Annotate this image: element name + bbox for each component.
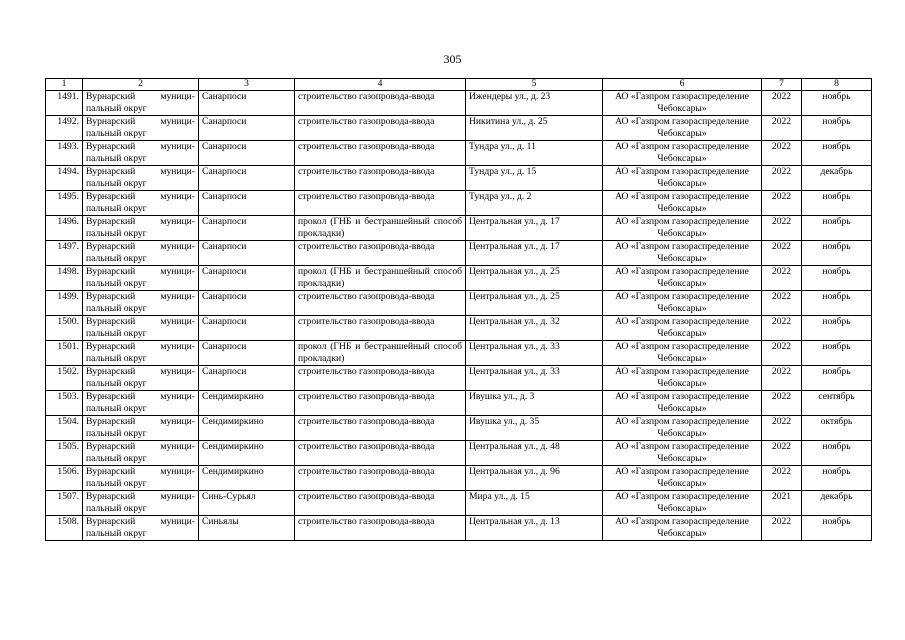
- year-cell: 2022: [762, 341, 802, 366]
- work-type-cell: прокол (ГНБ и бестраншейный способ прокладки): [295, 341, 466, 366]
- settlement-cell: Санарпоси: [199, 366, 295, 391]
- address-cell: Ивушка ул., д. 3: [466, 391, 603, 416]
- row-number: 1495.: [46, 191, 83, 216]
- district-cell: Вурнарский муници-пальный округ: [83, 341, 199, 366]
- year-cell: 2022: [762, 216, 802, 241]
- district-cell: Вурнарский муници-пальный округ: [83, 191, 199, 216]
- month-cell: ноябрь: [802, 241, 872, 266]
- row-number: 1498.: [46, 266, 83, 291]
- row-number: 1497.: [46, 241, 83, 266]
- row-number: 1508.: [46, 516, 83, 541]
- row-number: 1504.: [46, 416, 83, 441]
- settlement-cell: Санарпоси: [199, 341, 295, 366]
- month-cell: ноябрь: [802, 316, 872, 341]
- organization-cell: АО «Газпром газораспределение Чебоксары»: [603, 116, 762, 141]
- column-header: 1: [46, 79, 83, 91]
- organization-cell: АО «Газпром газораспределение Чебоксары»: [603, 491, 762, 516]
- table-row: [46, 466, 872, 491]
- address-cell: Ивушка ул., д. 35: [466, 416, 603, 441]
- organization-cell: АО «Газпром газораспределение Чебоксары»: [603, 441, 762, 466]
- work-type-cell: строительство газопровода-ввода: [295, 191, 466, 216]
- month-cell: декабрь: [802, 491, 872, 516]
- month-cell: ноябрь: [802, 291, 872, 316]
- address-cell: Центральная ул., д. 33: [466, 341, 603, 366]
- settlement-cell: Санарпоси: [199, 116, 295, 141]
- work-type-cell: прокол (ГНБ и бестраншейный способ прокладки): [295, 216, 466, 241]
- month-cell: сентябрь: [802, 391, 872, 416]
- organization-cell: АО «Газпром газораспределение Чебоксары»: [603, 241, 762, 266]
- table-row: [46, 91, 872, 116]
- work-type-cell: строительство газопровода-ввода: [295, 416, 466, 441]
- table-row: [46, 316, 872, 341]
- organization-cell: АО «Газпром газораспределение Чебоксары»: [603, 341, 762, 366]
- table-row: [46, 141, 872, 166]
- work-type-cell: строительство газопровода-ввода: [295, 366, 466, 391]
- settlement-cell: Санарпоси: [199, 316, 295, 341]
- address-cell: Центральная ул., д. 96: [466, 466, 603, 491]
- year-cell: 2022: [762, 466, 802, 491]
- column-header: 2: [83, 79, 199, 91]
- table-row: [46, 166, 872, 191]
- table-row: [46, 241, 872, 266]
- district-cell: Вурнарский муници-пальный округ: [83, 291, 199, 316]
- table-row: [46, 116, 872, 141]
- address-cell: Мира ул., д. 15: [466, 491, 603, 516]
- page-number: 305: [443, 52, 462, 66]
- table-row: [46, 516, 872, 541]
- address-cell: Центральная ул., д. 17: [466, 216, 603, 241]
- year-cell: 2022: [762, 166, 802, 191]
- year-cell: 2022: [762, 316, 802, 341]
- row-number: 1507.: [46, 491, 83, 516]
- settlement-cell: Санарпоси: [199, 191, 295, 216]
- district-cell: Вурнарский муници-пальный округ: [83, 366, 199, 391]
- table-row: [46, 341, 872, 366]
- work-type-cell: строительство газопровода-ввода: [295, 116, 466, 141]
- year-cell: 2022: [762, 91, 802, 116]
- year-cell: 2022: [762, 241, 802, 266]
- settlement-cell: Санарпоси: [199, 141, 295, 166]
- organization-cell: АО «Газпром газораспределение Чебоксары»: [603, 416, 762, 441]
- address-cell: Тундра ул., д. 2: [466, 191, 603, 216]
- row-number: 1500.: [46, 316, 83, 341]
- settlement-cell: Санарпоси: [199, 291, 295, 316]
- year-cell: 2022: [762, 291, 802, 316]
- address-cell: Центральная ул., д. 25: [466, 291, 603, 316]
- row-number: 1505.: [46, 441, 83, 466]
- row-number: 1506.: [46, 466, 83, 491]
- column-header: 5: [466, 79, 603, 91]
- settlement-cell: Санарпоси: [199, 91, 295, 116]
- year-cell: 2022: [762, 416, 802, 441]
- table-row: [46, 291, 872, 316]
- row-number: 1501.: [46, 341, 83, 366]
- year-cell: 2022: [762, 141, 802, 166]
- district-cell: Вурнарский муници-пальный округ: [83, 141, 199, 166]
- year-cell: 2022: [762, 116, 802, 141]
- address-cell: Тундра ул., д. 15: [466, 166, 603, 191]
- district-cell: Вурнарский муници-пальный округ: [83, 516, 199, 541]
- row-number: 1502.: [46, 366, 83, 391]
- column-header: 7: [762, 79, 802, 91]
- column-header: 8: [802, 79, 872, 91]
- work-type-cell: строительство газопровода-ввода: [295, 316, 466, 341]
- month-cell: ноябрь: [802, 516, 872, 541]
- month-cell: ноябрь: [802, 216, 872, 241]
- month-cell: ноябрь: [802, 116, 872, 141]
- settlement-cell: Сендимиркино: [199, 416, 295, 441]
- organization-cell: АО «Газпром газораспределение Чебоксары»: [603, 166, 762, 191]
- organization-cell: АО «Газпром газораспределение Чебоксары»: [603, 316, 762, 341]
- row-number: 1493.: [46, 141, 83, 166]
- row-number: 1496.: [46, 216, 83, 241]
- organization-cell: АО «Газпром газораспределение Чебоксары»: [603, 91, 762, 116]
- organization-cell: АО «Газпром газораспределение Чебоксары»: [603, 191, 762, 216]
- data-table: [45, 78, 872, 541]
- row-number: 1492.: [46, 116, 83, 141]
- table-row: [46, 191, 872, 216]
- row-number: 1491.: [46, 91, 83, 116]
- month-cell: ноябрь: [802, 141, 872, 166]
- address-cell: Центральная ул., д. 17: [466, 241, 603, 266]
- table-row: [46, 441, 872, 466]
- organization-cell: АО «Газпром газораспределение Чебоксары»: [603, 391, 762, 416]
- district-cell: Вурнарский муници-пальный округ: [83, 441, 199, 466]
- month-cell: октябрь: [802, 416, 872, 441]
- address-cell: Центральная ул., д. 13: [466, 516, 603, 541]
- work-type-cell: строительство газопровода-ввода: [295, 291, 466, 316]
- year-cell: 2022: [762, 391, 802, 416]
- month-cell: ноябрь: [802, 441, 872, 466]
- work-type-cell: строительство газопровода-ввода: [295, 441, 466, 466]
- work-type-cell: строительство газопровода-ввода: [295, 491, 466, 516]
- work-type-cell: строительство газопровода-ввода: [295, 141, 466, 166]
- settlement-cell: Сендимиркино: [199, 441, 295, 466]
- organization-cell: АО «Газпром газораспределение Чебоксары»: [603, 466, 762, 491]
- work-type-cell: строительство газопровода-ввода: [295, 166, 466, 191]
- district-cell: Вурнарский муници-пальный округ: [83, 91, 199, 116]
- district-cell: Вурнарский муници-пальный округ: [83, 241, 199, 266]
- district-cell: Вурнарский муници-пальный округ: [83, 116, 199, 141]
- settlement-cell: Санарпоси: [199, 241, 295, 266]
- row-number: 1499.: [46, 291, 83, 316]
- work-type-cell: строительство газопровода-ввода: [295, 91, 466, 116]
- work-type-cell: строительство газопровода-ввода: [295, 466, 466, 491]
- organization-cell: АО «Газпром газораспределение Чебоксары»: [603, 216, 762, 241]
- table-header-row: [46, 79, 872, 91]
- month-cell: ноябрь: [802, 91, 872, 116]
- table-row: [46, 266, 872, 291]
- settlement-cell: Санарпоси: [199, 216, 295, 241]
- month-cell: ноябрь: [802, 466, 872, 491]
- address-cell: Центральная ул., д. 48: [466, 441, 603, 466]
- settlement-cell: Синьялы: [199, 516, 295, 541]
- district-cell: Вурнарский муници-пальный округ: [83, 391, 199, 416]
- month-cell: ноябрь: [802, 191, 872, 216]
- month-cell: декабрь: [802, 166, 872, 191]
- year-cell: 2022: [762, 366, 802, 391]
- organization-cell: АО «Газпром газораспределение Чебоксары»: [603, 141, 762, 166]
- organization-cell: АО «Газпром газораспределение Чебоксары»: [603, 366, 762, 391]
- settlement-cell: Сендимиркино: [199, 466, 295, 491]
- address-cell: Центральная ул., д. 33: [466, 366, 603, 391]
- table-row: [46, 491, 872, 516]
- year-cell: 2021: [762, 491, 802, 516]
- month-cell: ноябрь: [802, 366, 872, 391]
- address-cell: Центральная ул., д. 32: [466, 316, 603, 341]
- district-cell: Вурнарский муници-пальный округ: [83, 266, 199, 291]
- settlement-cell: Санарпоси: [199, 166, 295, 191]
- year-cell: 2022: [762, 191, 802, 216]
- district-cell: Вурнарский муници-пальный округ: [83, 416, 199, 441]
- settlement-cell: Синь-Сурьял: [199, 491, 295, 516]
- work-type-cell: строительство газопровода-ввода: [295, 516, 466, 541]
- district-cell: Вурнарский муници-пальный округ: [83, 466, 199, 491]
- address-cell: Ижендеры ул., д. 23: [466, 91, 603, 116]
- year-cell: 2022: [762, 266, 802, 291]
- address-cell: Тундра ул., д. 11: [466, 141, 603, 166]
- table-body: [46, 91, 872, 541]
- table-row: [46, 391, 872, 416]
- year-cell: 2022: [762, 441, 802, 466]
- work-type-cell: строительство газопровода-ввода: [295, 391, 466, 416]
- table-row: [46, 366, 872, 391]
- column-header: 3: [199, 79, 295, 91]
- year-cell: 2022: [762, 516, 802, 541]
- table-row: [46, 416, 872, 441]
- table-row: [46, 216, 872, 241]
- month-cell: ноябрь: [802, 341, 872, 366]
- district-cell: Вурнарский муници-пальный округ: [83, 166, 199, 191]
- address-cell: Центральная ул., д. 25: [466, 266, 603, 291]
- month-cell: ноябрь: [802, 266, 872, 291]
- district-cell: Вурнарский муници-пальный округ: [83, 491, 199, 516]
- work-type-cell: строительство газопровода-ввода: [295, 241, 466, 266]
- district-cell: Вурнарский муници-пальный округ: [83, 216, 199, 241]
- organization-cell: АО «Газпром газораспределение Чебоксары»: [603, 266, 762, 291]
- row-number: 1494.: [46, 166, 83, 191]
- settlement-cell: Сендимиркино: [199, 391, 295, 416]
- work-type-cell: прокол (ГНБ и бестраншейный способ прокладки): [295, 266, 466, 291]
- column-header: 6: [603, 79, 762, 91]
- district-cell: Вурнарский муници-пальный округ: [83, 316, 199, 341]
- address-cell: Никитина ул., д. 25: [466, 116, 603, 141]
- organization-cell: АО «Газпром газораспределение Чебоксары»: [603, 516, 762, 541]
- row-number: 1503.: [46, 391, 83, 416]
- settlement-cell: Санарпоси: [199, 266, 295, 291]
- organization-cell: АО «Газпром газораспределение Чебоксары»: [603, 291, 762, 316]
- column-header: 4: [295, 79, 466, 91]
